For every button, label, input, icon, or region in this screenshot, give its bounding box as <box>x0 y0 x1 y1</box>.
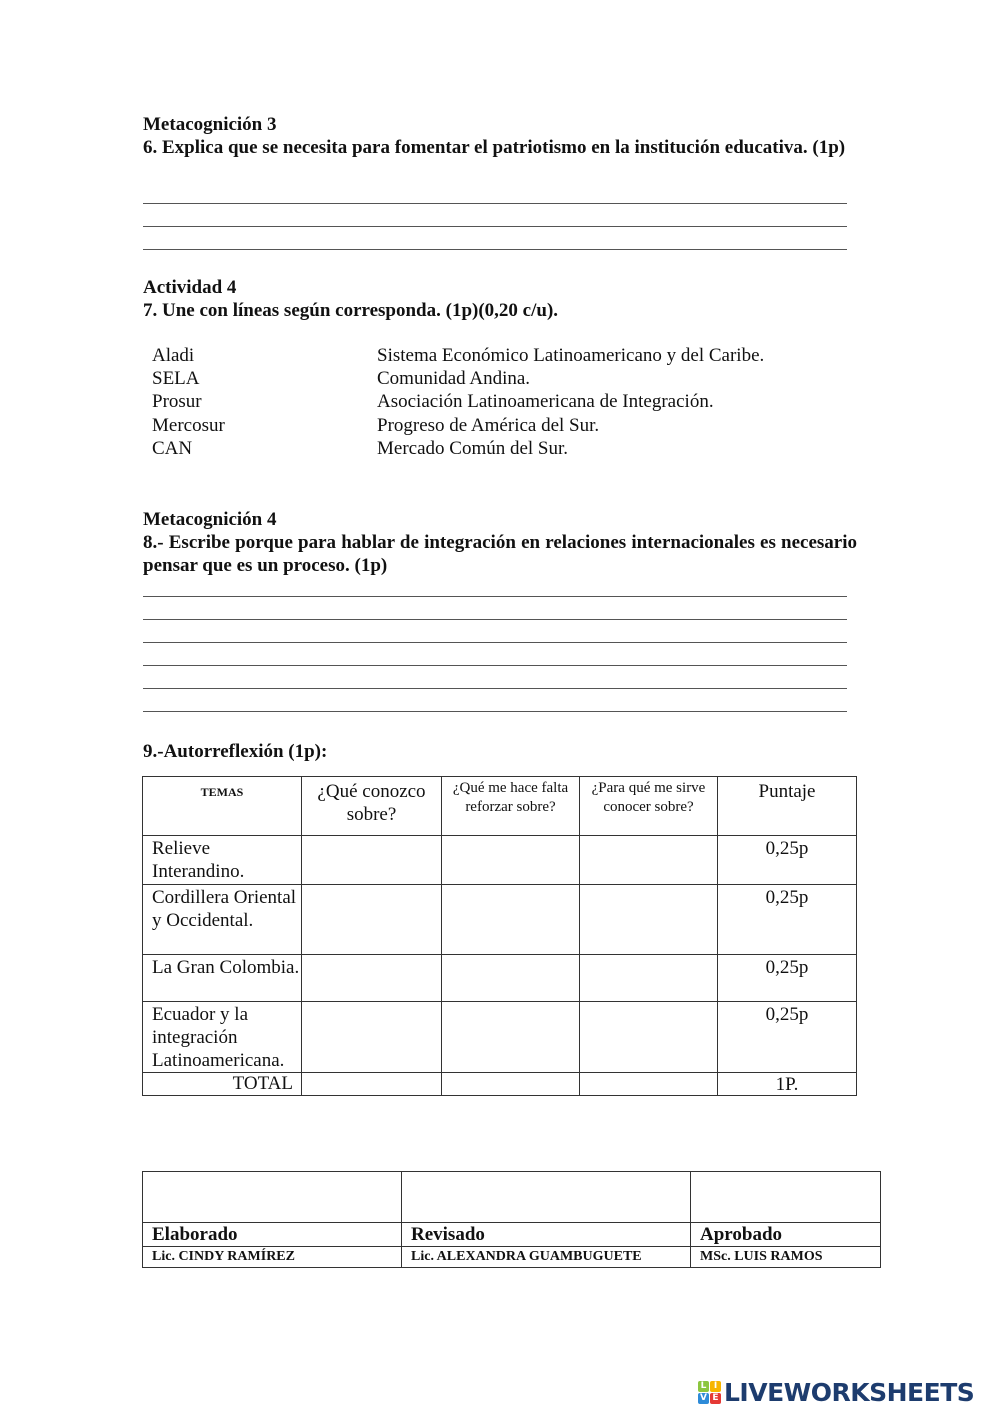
answer-cell-reforzar[interactable] <box>442 1001 580 1073</box>
answer-cell-sirve[interactable] <box>580 954 718 1001</box>
answer-line-q8-6[interactable] <box>143 711 847 712</box>
tema-cell: Relieve Interandino. <box>143 836 302 885</box>
signature-space-aprobado[interactable] <box>691 1172 881 1223</box>
answer-cell-reforzar[interactable] <box>442 884 580 954</box>
name-elaborado: Lic. CINDY RAMÍREZ <box>143 1247 402 1268</box>
answer-cell-conozco[interactable] <box>302 884 442 954</box>
answer-cell-conozco[interactable] <box>302 836 442 885</box>
logo-cube-v: V <box>698 1393 709 1404</box>
header-que-conozco: ¿Qué conozco sobre? <box>302 777 442 836</box>
signature-space-elaborado[interactable] <box>143 1172 402 1223</box>
header-para-que-me-sirve: ¿Para qué me sirve conocer sobre? <box>580 777 718 836</box>
answer-line-q6-3[interactable] <box>143 249 847 250</box>
role-elaborado: Elaborado <box>143 1223 402 1247</box>
logo-cube-i: I <box>710 1381 721 1392</box>
role-revisado: Revisado <box>402 1223 691 1247</box>
liveworksheets-logo <box>698 1378 974 1407</box>
puntaje-cell: 0,25p <box>718 884 857 954</box>
signature-name-row <box>143 1247 881 1268</box>
answer-line-q8-5[interactable] <box>143 688 847 689</box>
match-right-item[interactable]: Progreso de América del Sur. <box>377 414 600 436</box>
match-left-item[interactable]: Prosur <box>152 391 202 413</box>
match-left-column <box>152 344 225 460</box>
tema-cell: Ecuador y la integración Latinoamericana. <box>143 1001 302 1073</box>
total-value: 1P. <box>718 1073 857 1096</box>
answer-cell-sirve[interactable] <box>580 836 718 885</box>
question-7: 7. Une con líneas según corresponda. (1p)(0,20 c/u). <box>143 300 559 321</box>
match-left-item[interactable]: Mercosur <box>152 414 225 436</box>
question-6: 6. Explica que se necesita para fomentar el patriotismo en la institución educativa. (1p) <box>143 137 846 158</box>
match-right-item[interactable]: Asociación Latinoamericana de Integración. <box>377 391 714 413</box>
answer-cell-sirve[interactable] <box>580 1001 718 1073</box>
answer-line-q8-2[interactable] <box>143 619 847 620</box>
answer-cell-conozco[interactable] <box>302 954 442 1001</box>
signature-table <box>142 1171 881 1268</box>
puntaje-cell: 0,25p <box>718 1001 857 1073</box>
heading-autorreflexion: 9.-Autorreflexión (1p): <box>143 741 328 762</box>
answer-cell-conozco[interactable] <box>302 1001 442 1073</box>
answer-cell-reforzar[interactable] <box>442 836 580 885</box>
match-right-item[interactable]: Mercado Común del Sur. <box>377 437 569 459</box>
match-right-column <box>377 344 764 460</box>
puntaje-cell: 0,25p <box>718 836 857 885</box>
total-cell-reforzar[interactable] <box>442 1073 580 1096</box>
table-row <box>143 884 857 954</box>
question-8: 8.- Escribe porque para hablar de integración en relaciones internacionales es necesario pensar que es un proceso. (1p) <box>143 532 857 576</box>
role-aprobado: Aprobado <box>691 1223 881 1247</box>
answer-line-q8-3[interactable] <box>143 642 847 643</box>
table-header-row <box>143 777 857 836</box>
total-cell-conozco[interactable] <box>302 1073 442 1096</box>
header-que-me-hace-falta: ¿Qué me hace falta reforzar sobre? <box>442 777 580 836</box>
match-right-item[interactable]: Comunidad Andina. <box>377 368 531 390</box>
answer-cell-reforzar[interactable] <box>442 954 580 1001</box>
puntaje-cell: 0,25p <box>718 954 857 1001</box>
tema-cell: Cordillera Oriental y Occidental. <box>143 884 302 954</box>
logo-cubes-icon <box>698 1381 721 1404</box>
tema-cell: La Gran Colombia. <box>143 954 302 1001</box>
table-row <box>143 836 857 885</box>
table-row <box>143 954 857 1001</box>
answer-cell-sirve[interactable] <box>580 884 718 954</box>
header-temas: TEMAS <box>143 777 302 836</box>
header-puntaje: Puntaje <box>718 777 857 836</box>
logo-text: LIVEWORKSHEETS <box>724 1378 975 1407</box>
answer-line-q8-4[interactable] <box>143 665 847 666</box>
signature-role-row <box>143 1223 881 1247</box>
match-left-item[interactable]: CAN <box>152 437 193 459</box>
answer-line-q6-2[interactable] <box>143 226 847 227</box>
logo-cube-e: E <box>710 1393 721 1404</box>
match-left-item[interactable]: SELA <box>152 368 200 390</box>
signature-blank-row <box>143 1172 881 1223</box>
heading-metacognicion-4: Metacognición 4 <box>143 509 277 530</box>
table-row <box>143 1001 857 1073</box>
heading-actividad-4: Actividad 4 <box>143 277 237 298</box>
name-aprobado: MSc. LUIS RAMOS <box>691 1247 881 1268</box>
match-left-item[interactable]: Aladi <box>152 345 195 366</box>
answer-line-q8-1[interactable] <box>143 596 847 597</box>
autorreflexion-table <box>142 776 857 1096</box>
match-right-item[interactable]: Sistema Económico Latinoamericano y del Caribe. <box>377 345 765 366</box>
heading-metacognicion-3: Metacognición 3 <box>143 114 277 135</box>
table-total-row <box>143 1073 857 1096</box>
total-cell-sirve[interactable] <box>580 1073 718 1096</box>
total-label: TOTAL <box>143 1073 302 1096</box>
logo-cube-l: L <box>698 1381 709 1392</box>
name-revisado: Lic. ALEXANDRA GUAMBUGUETE <box>402 1247 691 1268</box>
signature-space-revisado[interactable] <box>402 1172 691 1223</box>
answer-line-q6-1[interactable] <box>143 203 847 204</box>
